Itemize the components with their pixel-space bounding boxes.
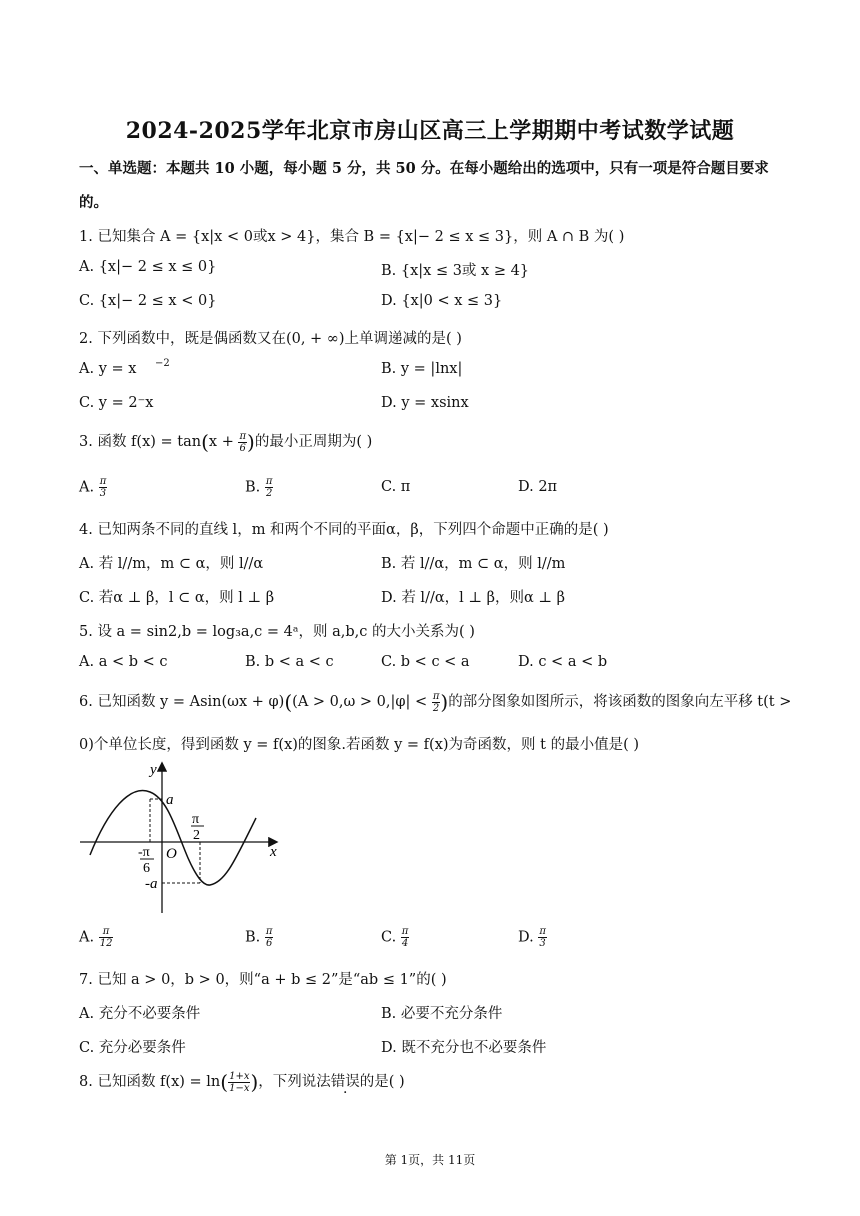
paren-open: ( — [220, 1070, 229, 1094]
paren-close: ) — [440, 690, 449, 714]
option-fraction — [538, 926, 547, 949]
question-1-option-b: B. {x|x ≤ 3或 x ≥ 4} — [381, 263, 530, 279]
fraction-numerator: π — [99, 476, 107, 487]
question-3-option-b — [245, 476, 273, 499]
question-4-stem: 4. 已知两条不同的直线 l，m 和两个不同的平面α，β，下列四个命题中正确的是( ) — [79, 522, 609, 538]
fraction-numerator: π — [99, 926, 114, 938]
question-6-option-a — [79, 926, 113, 949]
option-label: B. — [245, 929, 261, 946]
option-label: C. — [381, 929, 397, 946]
question-8-stem-text: ，下列说法 — [258, 1074, 331, 1090]
fraction-numerator: π — [539, 926, 546, 937]
section-heading: 一、单选题：本题共 10 小题，每小题 5 分，共 50 分。在每小题给出的选项中，只有一项是符合题目要求 — [79, 160, 769, 177]
origin-label: O — [166, 846, 177, 862]
question-6-stem — [79, 690, 791, 714]
question-8-stem-prefix: 8. 已知函数 f(x) = ln — [79, 1074, 221, 1090]
question-4-option-a: A. 若 l//m，m ⊂ α，则 l//α — [79, 556, 264, 572]
question-3-option-a — [79, 476, 107, 499]
six-label: 6 — [143, 861, 150, 876]
question-8-emphasis: 错误 — [330, 1074, 360, 1090]
question-6-stem-prefix: 6. 已知函数 y = Asin(ωx + φ) — [79, 694, 285, 710]
option-label: B. — [245, 479, 261, 496]
question-7-option-b: B. 必要不充分条件 — [381, 1006, 503, 1022]
fraction-denominator: 3 — [99, 488, 107, 499]
question-4-option-b: B. 若 l//α，m ⊂ α，则 l//m — [381, 556, 566, 572]
fraction-denominator: 4 — [401, 938, 409, 949]
fraction-denominator: 12 — [99, 938, 113, 949]
question-2-option-d: D. y = xsinx — [381, 395, 469, 411]
question-5-option-b: B. b < a < c — [245, 654, 334, 670]
question-3-paren-open: ( — [201, 430, 209, 454]
fraction-denominator: 1−x — [229, 1082, 250, 1094]
x-axis-label: x — [270, 844, 277, 860]
option-fraction — [265, 476, 274, 499]
fraction-numerator: π — [401, 926, 409, 937]
pi-label: π — [192, 812, 200, 827]
question-3-option-d: D. 2π — [518, 479, 558, 495]
page-footer: 第 1页，共 11页 — [384, 1153, 476, 1167]
question-2-option-b: B. y = |lnx| — [381, 361, 463, 377]
question-1-stem: 1. 已知集合 A = {x|x < 0或x > 4}，集合 B = {x|− 2 ≤ x ≤ 3}，则 A ∩ B 为( ) — [79, 229, 625, 245]
question-3-stem-prefix: 3. 函数 f(x) = tan — [79, 434, 202, 450]
question-6-condition: (A > 0,ω > 0,|φ| < — [292, 694, 432, 710]
option-fraction — [99, 476, 108, 499]
fraction-denominator: 6 — [265, 938, 273, 949]
fraction-denominator: 2 — [265, 488, 273, 499]
fraction-denominator: 2 — [432, 702, 440, 714]
fraction-numerator: 1+x — [229, 1070, 250, 1082]
question-2-option-a-text: A. y = x — [79, 361, 137, 377]
question-8-stem — [79, 1070, 405, 1094]
question-5-option-d: D. c < a < b — [518, 654, 608, 670]
fraction-denominator: 6 — [239, 442, 246, 454]
fraction-denominator: 3 — [539, 938, 546, 949]
sine-graph — [78, 758, 288, 918]
question-8-fraction — [228, 1071, 250, 1094]
question-6-stem-line2: 0)个单位长度，得到函数 y = f(x)的图象.若函数 y = f(x)为奇函数，则 t 的最小值是( ) — [79, 737, 640, 753]
question-5-stem: 5. 设 a = sin2,b = log₃a,c = 4ᵃ，则 a,b,c 的大小关系为( ) — [79, 624, 475, 640]
two-label: 2 — [193, 828, 200, 843]
section-heading-continued: 的。 — [79, 194, 108, 211]
question-6-option-d — [518, 926, 547, 949]
fraction-numerator: π — [432, 690, 440, 702]
question-6-option-c — [381, 926, 409, 949]
question-6-stem-suffix: 的部分图象如图所示，将该函数的图象向左平移 t(t > — [448, 694, 792, 710]
question-1-option-c: C. {x|− 2 ≤ x < 0} — [79, 293, 217, 309]
option-fraction — [265, 926, 274, 949]
fraction-numerator: π — [239, 430, 247, 442]
neg-a-label: -a — [145, 876, 158, 892]
paren-open: ( — [284, 690, 293, 714]
option-label: A. — [79, 929, 95, 946]
option-label: D. — [518, 929, 534, 946]
question-7-option-a: A. 充分不必要条件 — [79, 1006, 201, 1022]
question-3-stem-suffix: 的最小正周期为( ) — [254, 434, 373, 450]
question-7-option-c: C. 充分必要条件 — [79, 1040, 186, 1056]
question-3-stem-x: x + — [208, 434, 239, 450]
question-3-fraction — [238, 431, 247, 454]
question-2-option-a — [79, 358, 170, 377]
question-5-option-a: A. a < b < c — [79, 654, 168, 670]
question-3-option-c: C. π — [381, 479, 411, 495]
neg-pi-label: -π — [138, 845, 150, 860]
question-3-paren-close: ) — [247, 430, 255, 454]
question-5-option-c: C. b < c < a — [381, 654, 470, 670]
question-2-option-c: C. y = 2⁻x — [79, 395, 154, 411]
question-7-option-d: D. 既不充分也不必要条件 — [381, 1040, 547, 1056]
option-fraction — [99, 926, 114, 949]
option-label: A. — [79, 479, 95, 496]
question-7-stem: 7. 已知 a > 0，b > 0，则“a + b ≤ 2”是“ab ≤ 1”的( ) — [79, 972, 447, 988]
question-8-stem-suffix: 的是( ) — [359, 1074, 405, 1090]
question-1-option-a: A. {x|− 2 ≤ x ≤ 0} — [79, 259, 217, 275]
paren-close: ) — [250, 1070, 259, 1094]
fraction-numerator: π — [265, 476, 273, 487]
question-1-option-d: D. {x|0 < x ≤ 3} — [381, 293, 503, 309]
a-label: a — [166, 792, 174, 808]
page-title: 2024-2025学年北京市房山区高三上学期期中考试数学试题 — [125, 118, 735, 144]
y-axis-label: y — [150, 762, 157, 778]
fraction-numerator: π — [265, 926, 273, 937]
question-6-option-b — [245, 926, 273, 949]
question-2-stem: 2. 下列函数中，既是偶函数又在(0, + ∞)上单调递减的是( ) — [79, 331, 462, 347]
question-4-option-d: D. 若 l//α，l ⊥ β，则α ⊥ β — [381, 590, 566, 606]
option-fraction — [401, 926, 410, 949]
question-3-stem — [79, 430, 372, 454]
question-2-option-a-exponent: −2 — [155, 358, 170, 369]
question-4-option-c: C. 若α ⊥ β，l ⊂ α，则 l ⊥ β — [79, 590, 275, 606]
